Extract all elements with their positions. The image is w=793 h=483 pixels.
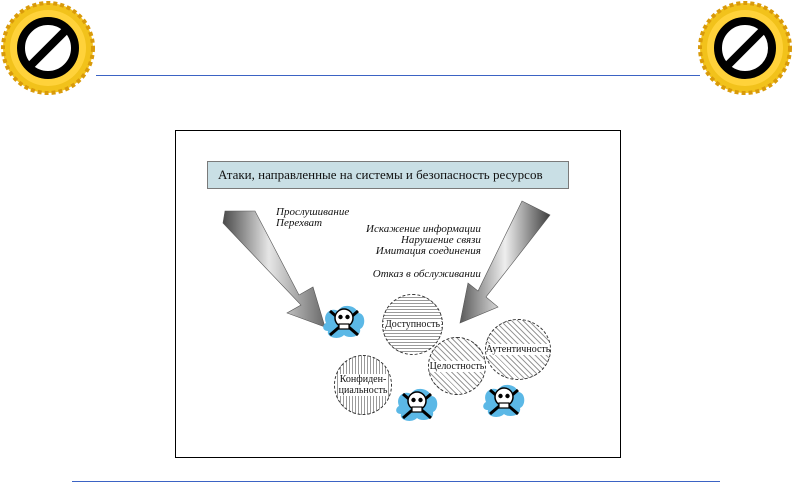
skull-crossbones-icon: [482, 380, 526, 420]
confidentiality-label-line1: Конфиден-: [339, 374, 387, 385]
skull-crossbones-icon: [322, 301, 366, 341]
note-interception: Перехват: [276, 217, 323, 229]
prohibition-badge-right: [697, 0, 793, 96]
note-distortion: Искажение информации: [366, 223, 481, 235]
authenticity-bubble: [485, 319, 551, 380]
top-divider: [96, 75, 700, 76]
active-attacks-list: [366, 224, 481, 280]
prohibition-sign-icon: [0, 0, 96, 96]
note-denial: Отказ в обслуживании: [372, 268, 481, 280]
prohibition-sign-icon: [697, 0, 793, 96]
confidentiality-label-line2: циальность: [338, 385, 388, 396]
authenticity-label: Аутентичность: [485, 344, 551, 355]
confidentiality-bubble: [334, 355, 392, 415]
availability-label: Доступность: [384, 319, 441, 330]
diagram-title: Атаки, направленные на системы и безопасность ресурсов: [207, 161, 569, 189]
confidentiality-label: [338, 374, 389, 396]
skull-crossbones-icon: [395, 384, 439, 424]
note-disruption: Нарушение связи: [400, 234, 481, 246]
bottom-divider: [72, 481, 720, 482]
note-imitation: Имитация соединения: [375, 245, 481, 257]
prohibition-badge-left: [0, 0, 96, 96]
passive-attacks-list: [276, 207, 349, 229]
integrity-label: Целостность: [429, 360, 485, 372]
availability-bubble: [382, 294, 443, 355]
note-eavesdropping: Прослушивание: [276, 206, 350, 218]
attack-diagram: [175, 130, 621, 458]
